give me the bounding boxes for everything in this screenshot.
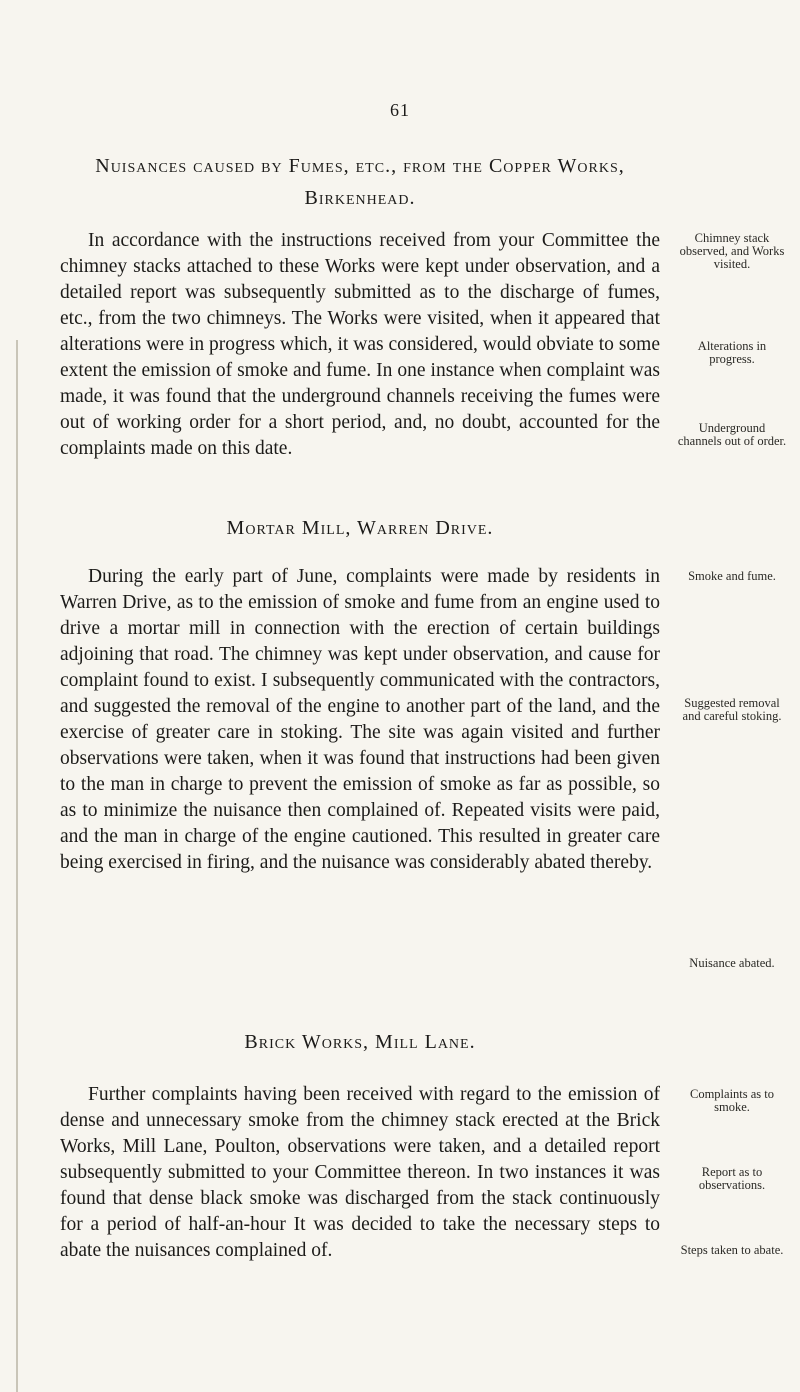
- margin-note: Report as to observations.: [698, 1165, 766, 1192]
- paragraph-brick-works: Further complaints having been received with regard to the emission of dense and unnecessary smoke from the chimney stack erected at the Brick Works, Mill Lane, Poulton, observations were taken, and a detailed report subsequently submitted to your Committee thereon. In two instances it was found that dense black smoke was discharged from the stack continuously for a period of half-an-hour It was decided to take the necessary steps to abate the nuisances complained of.: [60, 1084, 660, 1261]
- section-heading-brick-works: Brick Works, Mill Lane.: [244, 1031, 476, 1053]
- heading-line: Nuisances caused by Fumes, etc., from the Copper Works,: [95, 155, 625, 177]
- page-number: 61: [390, 100, 410, 120]
- margin-note: Steps taken to abate.: [680, 1243, 784, 1257]
- margin-note: Suggested removal and careful stoking.: [682, 696, 782, 723]
- margin-note: Nuisance abated.: [689, 956, 775, 970]
- heading-line: Birkenhead.: [304, 187, 416, 209]
- paragraph-mortar-mill: During the early part of June, complaints were made by residents in Warren Drive, as to the emission of smoke and fume from an engine used to drive a mortar mill in connection with the erection of certain buildings adjoining that road. The chimney was kept under observation, and cause for complaint found to exist. I subsequently communicated with the contractors, and suggested the removal of the engine to another part of the land, and the exercise of greater care in stoking. The site was again visited and further observations were taken, when it was found that instructions had been given to the man in charge to prevent the emission of smoke as far as possible, so as to minimize the nuisance then complained of. Repeated visits were paid, and the man in charge of the engine cautioned. This resulted in greater care being exercised in firing, and the nuisance was considerably abated thereby.: [60, 566, 660, 873]
- paragraph-copper-works: In accordance with the instructions received from your Committee the chimney stacks attached to these Works were kept under observation, and a detailed report was subsequently submitted as to the discharge of fumes, etc., from the two chimneys. The Works were visited, when it appeared that alterations were in progress which, it was considered, would obviate to some extent the emission of smoke and fume. In one instance when complaint was made, it was found that the underground channels receiving the fumes were out of working order for a short period, and, no doubt, accounted for the complaints made on this date.: [60, 230, 660, 459]
- section-heading-mortar-mill: Mortar Mill, Warren Drive.: [226, 517, 494, 539]
- margin-note: Chimney stack observed, and Works visited.: [679, 231, 785, 271]
- margin-note: Smoke and fume.: [688, 569, 776, 583]
- margin-note: Complaints as to smoke.: [689, 1087, 775, 1114]
- binding-edge: [16, 340, 18, 1392]
- margin-note: Underground channels out of order.: [677, 421, 787, 448]
- section-heading-copper-works: [60, 150, 660, 214]
- margin-note: Alterations in progress.: [697, 339, 767, 366]
